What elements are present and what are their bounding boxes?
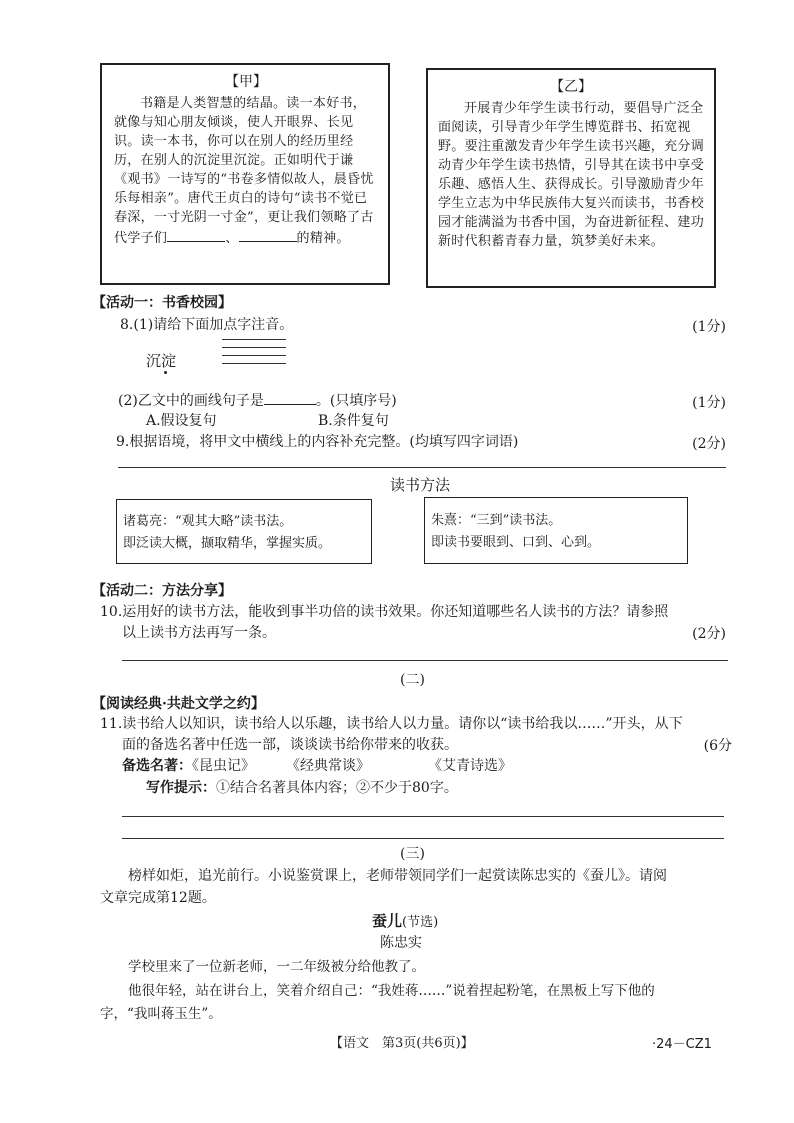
book-option-3: 《艾青诗选》	[428, 758, 512, 774]
q9-text: 9.根据语境，将甲文中横线上的内容补充完整。(均填写四字词语)	[116, 434, 519, 450]
story-title-note: (节选)	[402, 915, 439, 930]
passage-jia-end: 的精神。	[296, 231, 350, 246]
q8-word: 沉淀	[146, 352, 177, 370]
q11-line2: 面的备选名著中任选一部，谈谈读书给你带来的收获。	[122, 737, 458, 753]
q8-sub1-text: (1)请给下面加点字注音。	[133, 317, 294, 333]
q8-score-2: (1分)	[692, 395, 726, 411]
q11-tips-text: ①结合名著具体内容；②不少于80字。	[216, 780, 458, 796]
reading-section-title: 【阅读经典·共赴文学之约】	[92, 696, 265, 712]
q10-score: (2分)	[692, 626, 726, 642]
story-paragraph-1: 学校里来了一位新老师，一二年级被分给他教了。	[128, 959, 425, 975]
story-author: 陈忠实	[380, 935, 422, 951]
intro-line2: 文章完成第12题。	[100, 890, 216, 906]
passage-yi-title: 【乙】	[550, 79, 592, 95]
activity-2-title: 【活动二：方法分享】	[92, 583, 232, 599]
q8-score-1: (1分)	[692, 319, 726, 335]
footer-code: ·24－CZ1	[652, 1037, 712, 1052]
q11-tips	[146, 778, 458, 798]
q10-line1: 10.运用好的读书方法，能收到事半功倍的读书效果。你还知道哪些名人读书的方法？请参照	[100, 604, 669, 620]
q11-answer-line-1[interactable]	[122, 816, 724, 817]
q10-line2: 以上读书方法再写一条。	[122, 625, 276, 641]
intro-line1: 榜样如炬，追光前行。小说鉴赏课上，老师带领同学们一起赏读陈忠实的《蚕儿》。请阅	[128, 868, 667, 884]
q11-tips-label: 写作提示：	[146, 780, 216, 796]
passage-jia-box	[100, 63, 390, 285]
book-option-2: 《经典常谈》	[286, 758, 370, 774]
q10-answer-line[interactable]	[122, 660, 728, 661]
section-2-label: (二)	[400, 672, 425, 688]
section-3-label: (三)	[400, 846, 425, 862]
q8-sub2	[118, 390, 397, 411]
passage-jia-title: 【甲】	[225, 74, 267, 90]
q8-option-b[interactable]: B.条件复句	[318, 413, 389, 429]
q11-books-label: 备选名著：	[122, 758, 192, 774]
book-option-1: 《昆虫记》	[192, 758, 255, 774]
passage-jia-body: 书籍是人类智慧的结晶。读一本好书，就像与知心朋友倾谈，使人开眼界、长见识。读一本书，你可以在别人的经历里经历，在别人的沉淀里沉淀。正如明代于谦《观书》一诗写的“书卷多情似故人，晨昏忧乐每相亲”。唐代王贞白的诗句“读书不觉已春深，一寸光阴一寸金”，更让我们领略了古代学子们	[114, 96, 374, 246]
q8-option-a[interactable]: A.假设复句	[146, 413, 217, 429]
q8-sub2-note: 。(只填序号)	[315, 393, 397, 409]
q8-sub2-prompt: (2)乙文中的画线句子是	[118, 393, 264, 409]
method-zhuxi-line2: 即读书要眼到、口到、心到。	[431, 535, 601, 550]
blank-2[interactable]	[239, 227, 297, 242]
story-title	[372, 910, 438, 931]
q8-sub1	[120, 315, 293, 335]
activity-1-title: 【活动一：书香校园】	[92, 295, 232, 311]
q11-books	[122, 756, 255, 776]
story-title-text: 蚕儿	[372, 912, 403, 930]
passage-yi-box	[426, 68, 716, 288]
q8-number: 8.	[120, 317, 134, 333]
blank-1[interactable]	[167, 227, 225, 242]
method-heading: 读书方法	[390, 476, 451, 494]
method-zhuge-line2: 即泛读大概，撷取精华，掌握实质。	[123, 536, 332, 551]
q8-answer-blank[interactable]	[264, 390, 316, 405]
method-zhuxi-line1: 朱熹：“三到”读书法。	[431, 513, 562, 528]
story-paragraph-2-line1: 他很年轻，站在讲台上，笑着介绍自己：“我姓蒋……”说着捏起粉笔，在黑板上写下他的	[128, 983, 655, 999]
q11-answer-line-2[interactable]	[122, 838, 724, 839]
q8-word-dot	[164, 371, 167, 374]
q9-answer-line[interactable]	[118, 467, 726, 468]
blank-separator: 、	[225, 231, 239, 246]
pinyin-lines[interactable]	[222, 339, 286, 371]
story-paragraph-2-line2: 字，“我叫蒋玉生”。	[100, 1006, 222, 1022]
method-zhuge-line1: 诸葛亮：“观其大略”读书法。	[123, 514, 293, 529]
q9-score: (2分)	[692, 436, 726, 452]
passage-yi-text: 开展青少年学生读书行动，要倡导广泛全面阅读，引导青少年学生博览群书、拓宽视野。要注重激发青少年学生读书兴趣，充分调动青少年学生读书热情，引导其在读书中享受乐趣、感悟人生、获得成长。引导激励青少年学生立志为中华民族伟大复兴而读书，书香校园才能满溢为书香中国，为奋进新征程、建功新时代积蓄青春力量，筑梦美好未来。	[438, 101, 705, 249]
passage-jia-text	[114, 94, 378, 248]
method-zhuxi-box	[424, 497, 688, 564]
q11-score: (6分	[703, 738, 732, 754]
footer-page-number: 【语文 第3页(共6页)】	[330, 1036, 474, 1051]
method-zhuge-box	[116, 499, 372, 564]
q11-line1: 11.读书给人以知识，读书给人以乐趣，读书给人以力量。请你以“读书给我以……”开头，从下	[100, 716, 683, 732]
